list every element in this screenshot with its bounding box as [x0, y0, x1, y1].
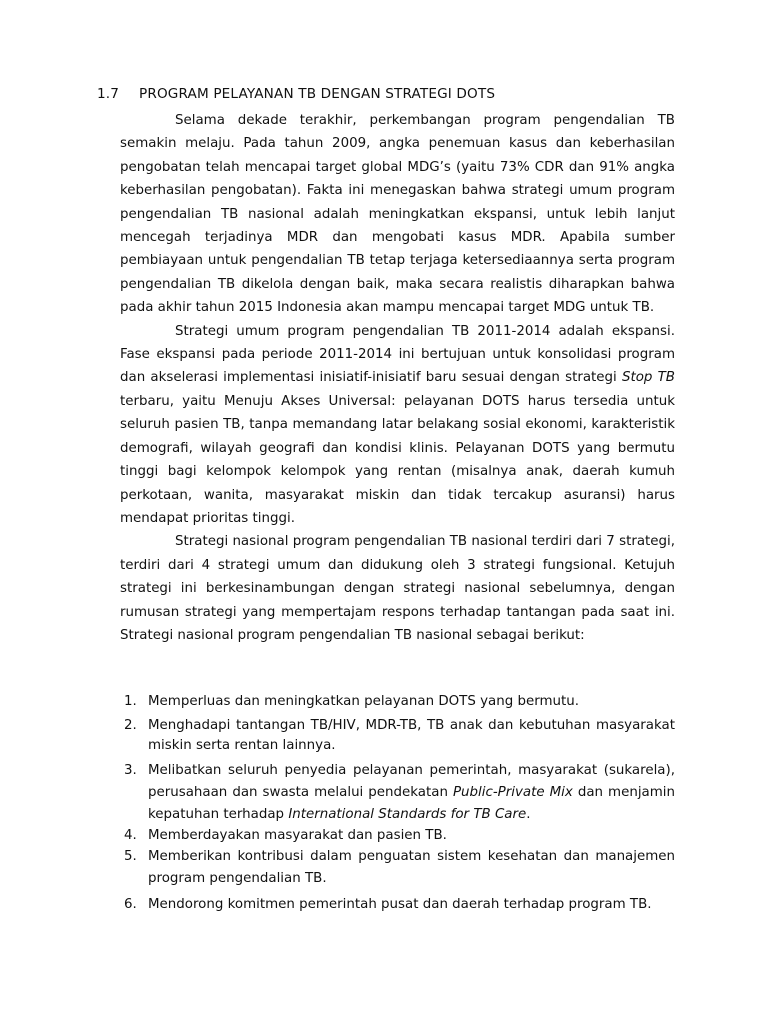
body-text [120, 109, 675, 647]
list-item [120, 760, 675, 826]
list-item-emphasis: International Standards for TB Care [288, 807, 527, 822]
list-item-number: 4. [124, 828, 137, 843]
list-item [120, 716, 675, 756]
list-item-emphasis: Public-Private Mix [452, 785, 573, 800]
section-title: PROGRAM PELAYANAN TB DENGAN STRATEGI DOTS [139, 86, 496, 102]
list-item-text-a: Melibatkan seluruh penyedia pelayanan pemerintah, masyarakat (sukarela), perusahaan dan swasta melalui pendekatan [148, 763, 675, 800]
list-item-text: Memperluas dan meningkatkan pelayanan DOTS yang bermutu. [148, 694, 580, 709]
list-item-number: 6. [124, 897, 137, 912]
list-item-text: Mendorong komitmen pemerintah pusat dan daerah terhadap program TB. [148, 897, 652, 912]
list-item [120, 894, 675, 916]
section-number: 1.7 [97, 86, 120, 102]
list-item-number: 5. [124, 849, 137, 864]
list-item [120, 846, 675, 890]
list-item-number: 1. [124, 694, 137, 709]
list-item-text: Memberikan kontribusi dalam penguatan sistem kesehatan dan manajemen program pengendalian TB. [148, 849, 675, 886]
list-item-number: 3. [124, 763, 137, 778]
list-item-text: Memberdayakan masyarakat dan pasien TB. [148, 828, 447, 843]
list-item [120, 826, 675, 846]
list-item-number: 2. [124, 718, 137, 733]
paragraph-3: Strategi nasional program pengendalian TB nasional terdiri dari 7 strategi, terdiri dari 4 strategi umum dan didukung oleh 3 strategi fungsional. Ketujuh strategi ini berkesinambungan dengan strategi nasional sebelumnya, dengan rumusan strategi yang mempertajam respons terhadap tantangan pada saat ini. Strategi nasional program pengendalian TB nasional sebagai berikut: [120, 534, 675, 643]
paragraph-2-text-a: Strategi umum program pengendalian TB 2011-2014 adalah ekspansi. Fase ekspansi pada periode 2011-2014 ini bertujuan untuk konsolidasi program dan akselerasi implementasi inisiatif-inisiatif baru sesuai dengan strategi [120, 323, 675, 386]
list-item-text-c: . [526, 807, 531, 822]
paragraph-2-emphasis: Stop TB [621, 370, 675, 386]
list-item-text: Menghadapi tantangan TB/HIV, MDR-TB, TB anak dan kebutuhan masyarakat miskin serta rentan lainnya. [148, 718, 675, 753]
list-item-text-b: dan menjamin kepatuhan terhadap [148, 785, 676, 822]
paragraph-2 [120, 320, 675, 531]
paragraph-2-text-b: terbaru, yaitu Menuju Akses Universal: pelayanan DOTS harus tersedia untuk seluruh pasien TB, tanpa memandang latar belakang sosial ekonomi, karakteristik demografi, wilayah geografi dan kondisi klinis. Pelayanan DOTS yang bermutu tinggi bagi kelompok kelompok yang rentan (misalnya anak, daerah kumuh perkotaan, wanita, masyarakat miskin dan tidak tercakup asuransi) harus mendapat prioritas tinggi. [120, 393, 675, 526]
section-heading [97, 86, 495, 102]
strategy-list [120, 692, 675, 920]
paragraph-1: Selama dekade terakhir, perkembangan program pengendalian TB semakin melaju. Pada tahun 2009, angka penemuan kasus dan keberhasilan pengobatan telah mencapai target global MDG’s (yaitu 73% CDR dan 91% angka keberhasilan pengobatan). Fakta ini menegaskan bahwa strategi umum program pengendalian TB nasional adalah meningkatkan ekspansi, untuk lebih lanjut mencegah terjadinya MDR dan mengobati kasus MDR. Apabila sumber pembiayaan untuk pengendalian TB tetap terjaga ketersediaannya serta program pengendalian TB dikelola dengan baik, maka secara realistis diharapkan bahwa pada akhir tahun 2015 Indonesia akan mampu mencapai target MDG untuk TB. [120, 113, 675, 316]
list-item [120, 692, 675, 712]
